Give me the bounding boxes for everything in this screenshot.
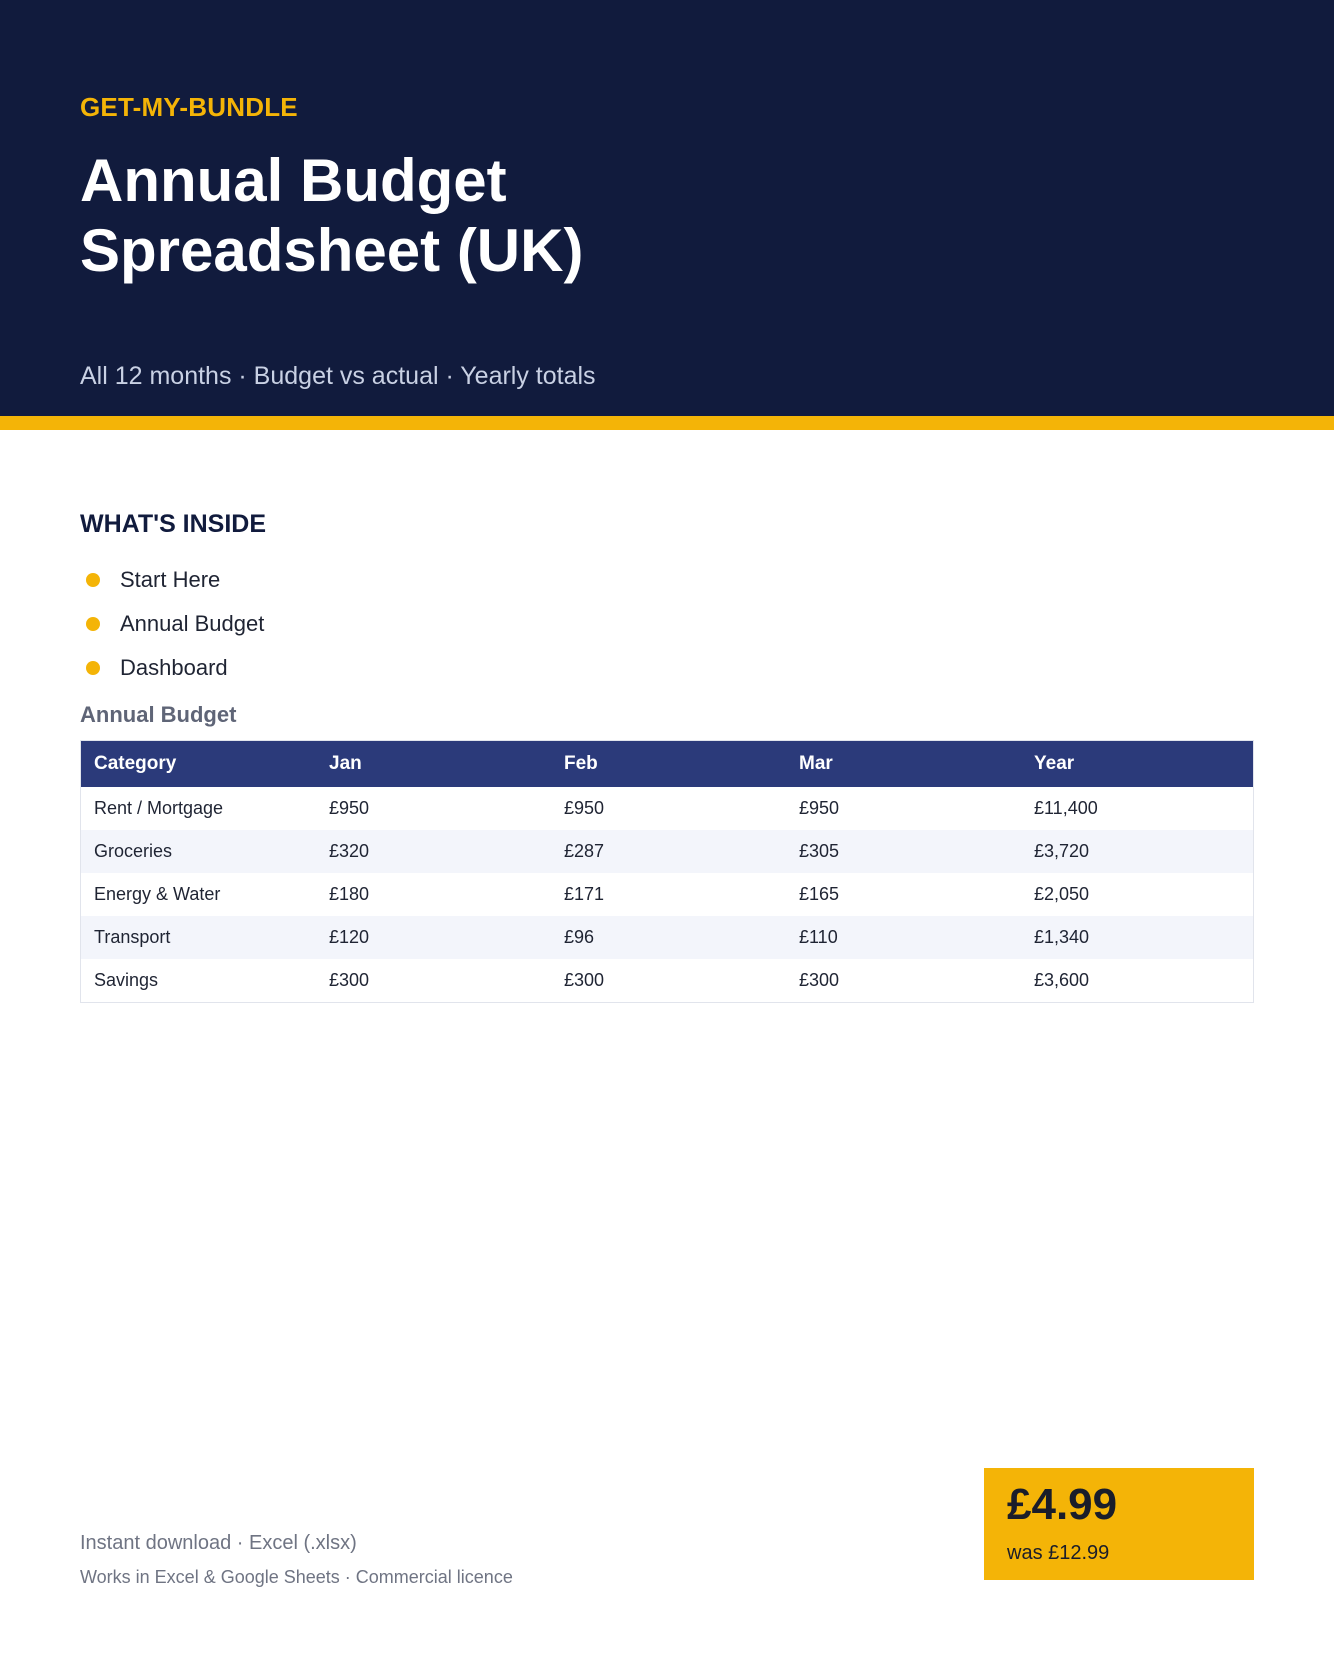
current-price: £4.99 (1007, 1480, 1118, 1529)
table-row (81, 873, 1254, 916)
table-cell: £950 (799, 798, 840, 818)
table-cell: £320 (316, 830, 551, 873)
table-cell: Energy & Water (94, 884, 221, 904)
bullet-icon (86, 617, 100, 631)
page-subtitle: All 12 months · Budget vs actual · Yearly totals (80, 362, 596, 390)
page-title: Annual Budget Spreadsheet (UK) (80, 147, 584, 284)
column-header: Jan (316, 741, 551, 788)
table-row (81, 916, 1254, 959)
table-header-row (81, 741, 1254, 788)
table-cell: £950 (564, 798, 605, 818)
table-row (81, 830, 1254, 873)
table-cell: Transport (81, 916, 317, 959)
table-cell: £300 (564, 970, 605, 990)
download-info: Instant download · Excel (.xlsx) (80, 1532, 357, 1554)
list-item (80, 558, 264, 602)
table-cell: £287 (551, 830, 786, 873)
table-cell: £950 (329, 798, 370, 818)
table-cell: £11,400 (1034, 798, 1098, 818)
table-cell: £165 (799, 884, 840, 904)
whats-inside-list (80, 558, 264, 690)
table-cell: Groceries (81, 830, 317, 873)
bullet-icon (86, 573, 100, 587)
column-header: Year (1021, 741, 1254, 788)
budget-table (80, 740, 1254, 1003)
accent-divider (0, 416, 1334, 430)
bullet-icon (86, 661, 100, 675)
table-cell: £180 (329, 884, 370, 904)
list-item-label: Annual Budget (120, 611, 265, 636)
brand-name: GET-MY-BUNDLE (80, 92, 298, 122)
table-row (81, 787, 1254, 830)
table-cell: £110 (786, 916, 1021, 959)
table-cell: £96 (551, 916, 786, 959)
list-item (80, 602, 264, 646)
column-header: Category (81, 741, 317, 788)
table-cell: £300 (329, 970, 370, 990)
table-cell: £2,050 (1034, 884, 1090, 904)
list-item (80, 646, 264, 690)
hero-banner (0, 0, 1334, 416)
table-title: Annual Budget (80, 702, 237, 727)
column-header: Feb (551, 741, 786, 788)
table-cell: £300 (799, 970, 840, 990)
price-badge (984, 1468, 1254, 1580)
original-price: was £12.99 (1007, 1542, 1110, 1564)
whats-inside-heading: WHAT'S INSIDE (80, 510, 267, 538)
table-cell: £3,600 (1034, 970, 1090, 990)
table-cell: £1,340 (1021, 916, 1254, 959)
table-cell: £171 (564, 884, 605, 904)
table-cell: Rent / Mortgage (94, 798, 224, 818)
list-item-label: Dashboard (120, 655, 228, 680)
table-row (81, 959, 1254, 1003)
table-cell: £305 (786, 830, 1021, 873)
table-cell: Savings (94, 970, 159, 990)
table-cell: £120 (316, 916, 551, 959)
list-item-label: Start Here (120, 567, 221, 592)
compatibility-info: Works in Excel & Google Sheets · Commercial licence (80, 1567, 513, 1587)
table-cell: £3,720 (1021, 830, 1254, 873)
column-header: Mar (786, 741, 1021, 788)
